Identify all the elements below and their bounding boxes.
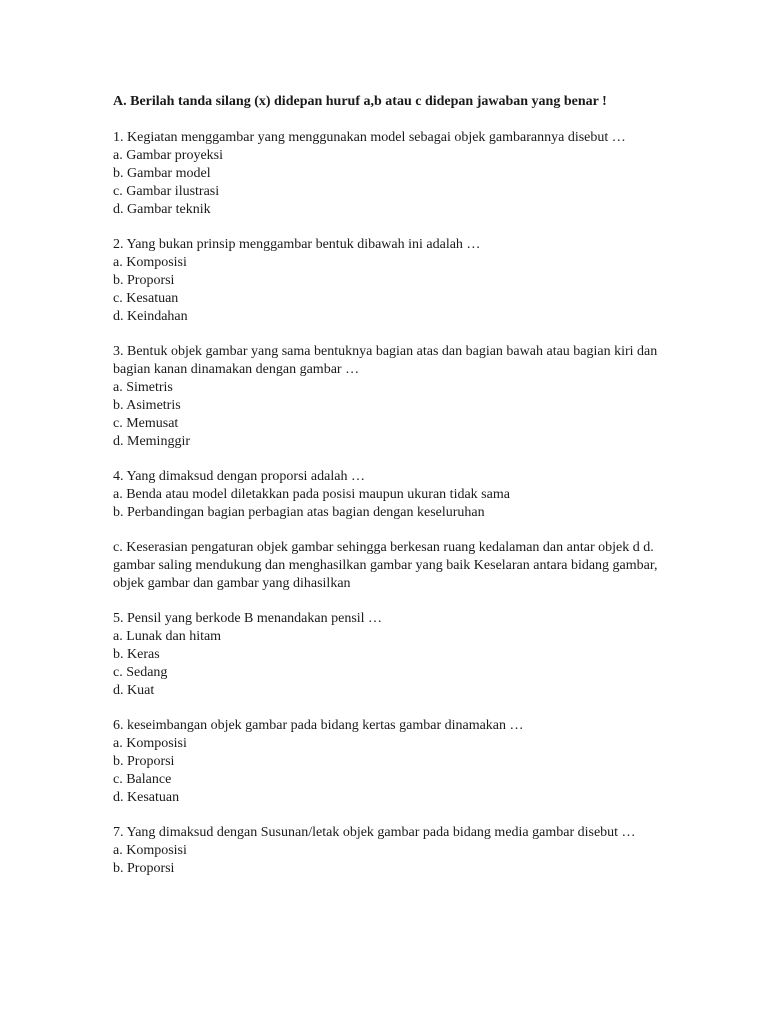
option-d: d. Keindahan: [113, 309, 188, 324]
question-7: [113, 824, 658, 878]
option-b: b. Proporsi: [113, 273, 175, 288]
option-a: a. Komposisi: [113, 255, 187, 270]
document-page: [113, 93, 658, 895]
question-6: [113, 717, 658, 807]
question-text: 7. Yang dimaksud dengan Susunan/letak objek gambar pada bidang media gambar disebut …: [113, 825, 636, 840]
option-b: b. Proporsi: [113, 754, 175, 769]
question-text: 1. Kegiatan menggambar yang menggunakan model sebagai objek gambarannya disebut …: [113, 130, 626, 145]
option-c: c. Sedang: [113, 665, 168, 680]
question-5: [113, 610, 658, 700]
option-a: a. Lunak dan hitam: [113, 629, 222, 644]
question-text: 4. Yang dimaksud dengan proporsi adalah …: [113, 469, 365, 484]
option-a: a. Simetris: [113, 380, 173, 395]
option-a: a. Benda atau model diletakkan pada posisi maupun ukuran tidak sama: [113, 487, 510, 502]
option-c: c. Balance: [113, 772, 172, 787]
instruction-heading: A. Berilah tanda silang (x) didepan huruf a,b atau c didepan jawaban yang benar !: [113, 94, 607, 109]
option-c: c. Memusat: [113, 416, 179, 431]
option-c: c. Kesatuan: [113, 291, 179, 306]
option-d: d. Gambar teknik: [113, 202, 211, 217]
option-b: b. Perbandingan bagian perbagian atas bagian dengan keseluruhan: [113, 505, 485, 520]
question-4: [113, 468, 658, 522]
option-b: b. Asimetris: [113, 398, 181, 413]
option-d: d. Meminggir: [113, 434, 190, 449]
option-a: a. Gambar proyeksi: [113, 148, 224, 163]
question-text: 2. Yang bukan prinsip menggambar bentuk dibawah ini adalah …: [113, 237, 481, 252]
option-b: b. Keras: [113, 647, 160, 662]
paragraph-text: c. Keserasian pengaturan objek gambar sehingga berkesan ruang kedalaman dan antar objek d d. gambar saling mendukung dan menghasilkan gambar yang baik Keselaran antara bidang gambar, objek gambar dan gambar yang dihasilkan: [113, 540, 658, 591]
option-b: b. Proporsi: [113, 861, 175, 876]
option-d: d. Kesatuan: [113, 790, 180, 805]
option-b: b. Gambar model: [113, 166, 211, 181]
question-3: [113, 343, 658, 451]
option-d: d. Kuat: [113, 683, 155, 698]
question-text: 6. keseimbangan objek gambar pada bidang kertas gambar dinamakan …: [113, 718, 524, 733]
question-text: 5. Pensil yang berkode B menandakan pensil …: [113, 611, 383, 626]
option-c: c. Gambar ilustrasi: [113, 184, 220, 199]
option-a: a. Komposisi: [113, 843, 187, 858]
question-text: 3. Bentuk objek gambar yang sama bentuknya bagian atas dan bagian bawah atau bagian kiri dan bagian kanan dinamakan dengan gambar …: [113, 344, 658, 377]
question-4-continuation: [113, 539, 658, 593]
question-2: [113, 236, 658, 326]
question-1: [113, 129, 658, 219]
option-a: a. Komposisi: [113, 736, 187, 751]
